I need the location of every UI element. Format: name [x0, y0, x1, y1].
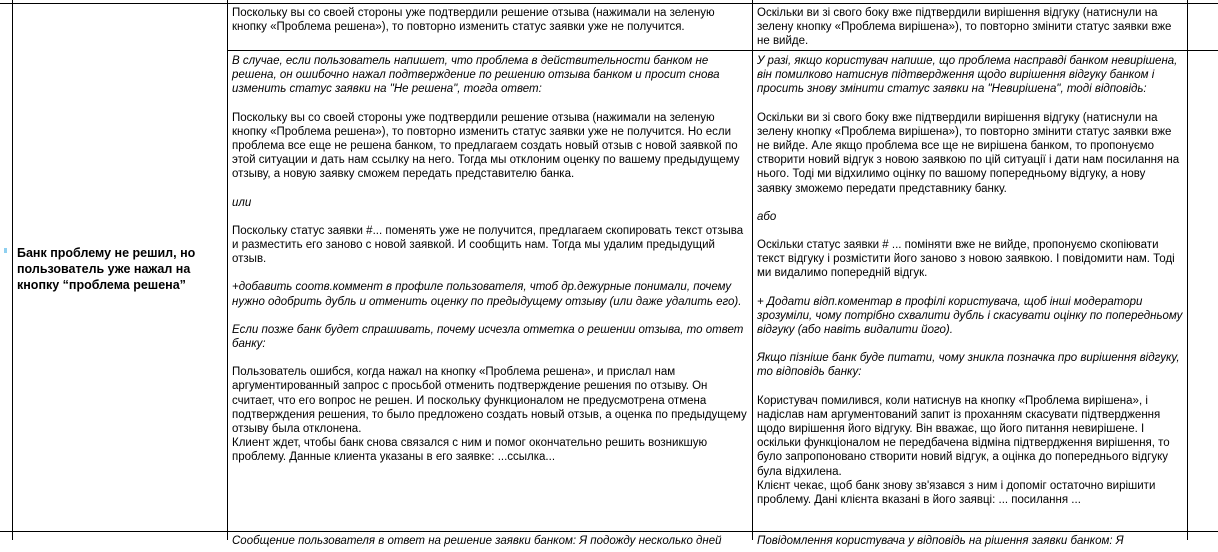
- uk-bank-answer-1: Користувач помилився, коли натиснув на кнопку «Проблема вирішена», і надіслав нам аргументований запит із проханням скасувати підтвердження щодо вирішення його відгуку. Він вважає, що його питання невирішене. І оскільки функціоналом не передбачена відміна підтвердження вирішення, то було запропоновано створити новий відгук, а оцінка до попереднього відгуку була відхилена.: [757, 394, 1173, 478]
- cell-row2-uk[interactable]: [753, 52, 1187, 531]
- row1-ru-text: Поскольку вы со своей стороны уже подтвердили решение отзыва (нажимали на зеленую кнопку «Проблема решена»), то повторно изменить статус заявки уже не получится.: [232, 7, 718, 34]
- uk-note: + Додати відп.коментар в профілі користувача, щоб інші модератори зрозуміли, чому потрібно схвалити дубль і скасувати оцінку по попередньому відгуку (або навіть видалити його).: [757, 295, 1186, 337]
- ru-intro: В случае, если пользователь напишет, что проблема в действительности банком не решена, он ошибочно нажал подтверждение по решению отзыва банком и просит снова изменить статус заявки на "Не решена", тогда ответ:: [232, 55, 723, 96]
- uk-bank-intro: Якщо пізніше банк буде питати, чому зникла позначка про вирішення відгуку, то відповідь банку:: [757, 352, 1183, 379]
- uk-bank-answer-2: Клієнт чекає, щоб банк знову зв'язався з ним і допоміг остаточно вирішити проблему. Дані клієнта вказані в його заявці: ... посилання ...: [757, 479, 1159, 507]
- cell-row2-ru[interactable]: [228, 52, 752, 531]
- cell-marker: [4, 248, 7, 253]
- row3-uk-text: Повідомлення користувача у відповідь на рішення заявки банком: Я: [757, 535, 1124, 547]
- cell-row1-uk[interactable]: [753, 4, 1187, 50]
- ru-bank-answer-2: Клиент ждет, чтобы банк снова связался с ним и помог окончательно решить возникшую проблему. Данные клиента указаны в его заявке: ...ссылка...: [232, 437, 711, 464]
- row3-ru-text: Сообщение пользователя в ответ на решение заявки банком: Я подожду несколько дней: [232, 535, 722, 547]
- row-label-cell[interactable]: [13, 243, 227, 295]
- uk-intro: У разі, якщо користувач напише, що проблема насправді банком невирішена, він помилково натиснув підтвердження щодо вирішення відгуку банком і просить знову змінити статус заявки на "Невирішена", тоді відповідь:: [757, 55, 1181, 96]
- cell-row3-uk[interactable]: [753, 532, 1187, 552]
- ru-answer-1: Поскольку вы со своей стороны уже подтвердили решение отзыва (нажимали на зеленую кнопку «Проблема решена»), то повторно изменить статус заявки уже не получится. Но если проблема все еще не решена банком, то предлагаем создать новый отзыв с новой заявкой по этой ситуации и дать нам ссылку на него. Тогда мы отклоним оценку по вашему предыдущему отзыву, а новую заявку сможем передать представителю банка.: [232, 111, 743, 181]
- ru-note: +добавить соотв.коммент в профиле пользователя, чтоб др.дежурные понимали, почему нужно одобрить дубль и отменить оценку по предыдущему отзыву (или даже удалить его).: [232, 281, 742, 308]
- ru-bank-intro: Если позже банк будет спрашивать, почему исчезла отметка о решении отзыва, то ответ банку:: [232, 323, 747, 351]
- cell-row3-ru[interactable]: [228, 532, 752, 552]
- cell-row1-extra[interactable]: [1188, 4, 1218, 50]
- grid-line: [227, 50, 1218, 51]
- ru-bank-answer-1: Пользователь ошибся, когда нажал на кнопку «Проблема решена», и прислал нам аргументированный запрос с просьбой отменить подтверждение решения по отзыву. Он считает, что его вопрос не решен. И поскольку функционалом не предусмотрена отмена подтверждения решения, то было предложено создать новый отзыв, а оценка по предыдущему отзыву была отклонена.: [232, 366, 751, 436]
- uk-answer-2: Оскільки статус заявки # ... поміняти вже не вийде, пропонуємо скопіювати текст відгуку і розмістити його заново з новою заявкою. І повідомити нам. Тоді ми видалимо попередній відгук.: [757, 239, 1178, 280]
- uk-answer-1: Оскільки ви зі свого боку вже підтвердили вирішення відгуку (натиснули на зелену кнопку «Проблема вирішена»), то повторно змінити статус заявки вже не вийде. Але якщо проблема все ще не вирішена банком, то пропонуємо створити новий відгук з новою заявкою по цій ситуації і дати нам посилання на нього. Тоді ми відхилимо оцінку по вашому попередньому відгуку, а нову заявку зможемо передати представнику банку.: [757, 111, 1183, 195]
- ru-answer-2: Поскольку статус заявки #... поменять уже не получится, предлагаем скопировать текст отзыва и разместить его заново с новой заявкой. И сообщить нам. Тогда мы удалим предыдущий отзыв.: [232, 224, 747, 266]
- cell-row1-ru[interactable]: [228, 4, 752, 50]
- uk-or: або: [757, 210, 777, 223]
- row1-uk-text: Оскільки ви зі свого боку вже підтвердили вирішення відгуку (натиснули на зелену кнопку «Проблема вирішена»), то повторно змінити статус заявки вже не вийде.: [757, 7, 1175, 48]
- row-label: Банк проблему не решил, но пользователь уже нажал на кнопку “проблема решена”: [17, 246, 199, 292]
- ru-or: или: [232, 196, 252, 209]
- cell-row2-extra[interactable]: [1188, 52, 1218, 531]
